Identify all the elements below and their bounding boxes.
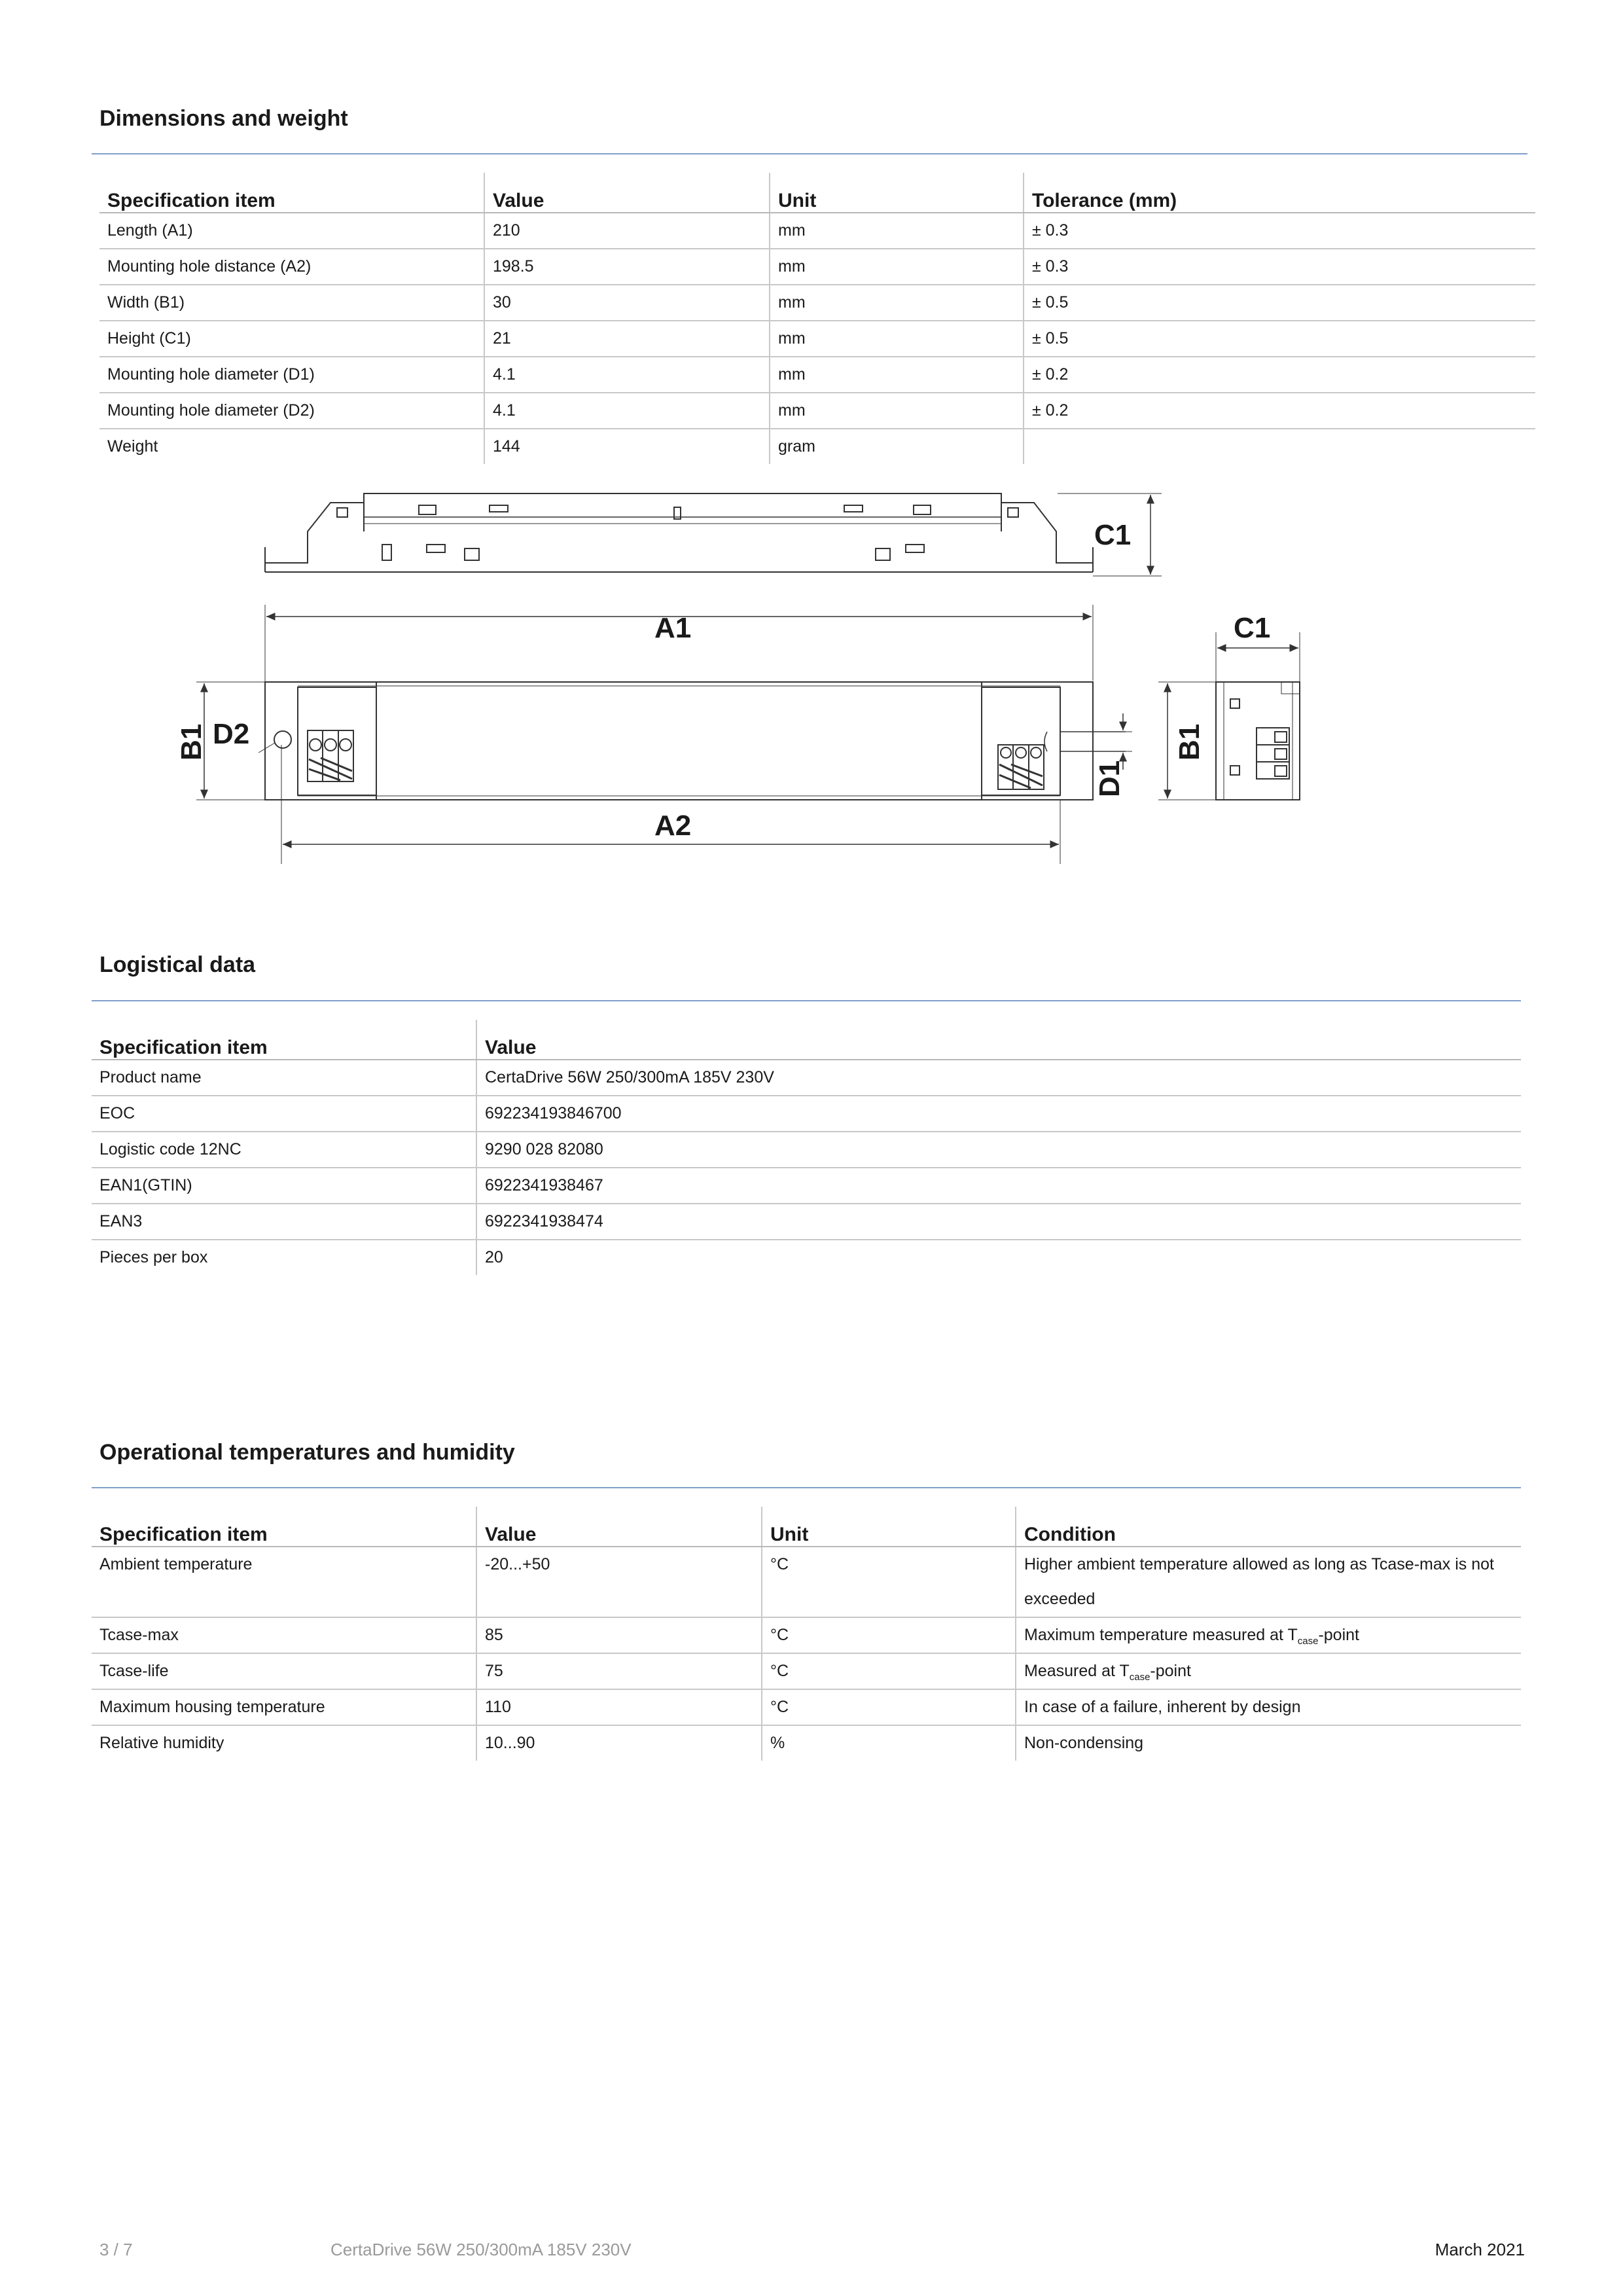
spec-unit: °C: [762, 1689, 1016, 1725]
spec-tolerance: ± 0.2: [1024, 393, 1535, 429]
spec-unit: gram: [770, 429, 1024, 464]
table-header-row: [92, 1020, 1521, 1060]
header-specification-item: Specification item: [92, 1020, 476, 1060]
table-row: [92, 1132, 1521, 1168]
condition-subscript: case: [1129, 1672, 1150, 1683]
spec-item: Tcase-max: [92, 1617, 476, 1653]
spec-value: 21: [484, 321, 770, 357]
spec-item: EOC: [92, 1096, 476, 1132]
spec-unit: mm: [770, 213, 1024, 249]
spec-unit: °C: [762, 1653, 1016, 1689]
label-d1: D1: [1094, 760, 1126, 797]
spec-value: 210: [484, 213, 770, 249]
table-row: [92, 1547, 1521, 1617]
spec-value: 20: [476, 1240, 1521, 1275]
logistical-divider: [92, 1000, 1521, 1001]
header-unit: Unit: [762, 1507, 1016, 1547]
spec-value: 85: [476, 1617, 762, 1653]
table-row: [92, 1240, 1521, 1275]
spec-unit: mm: [770, 321, 1024, 357]
spec-unit: °C: [762, 1547, 1016, 1617]
spec-item: Product name: [92, 1060, 476, 1096]
spec-item: Tcase-life: [92, 1653, 476, 1689]
spec-item: Weight: [107, 437, 158, 456]
footer-date: March 2021: [1435, 2240, 1525, 2259]
spec-unit: mm: [770, 357, 1024, 393]
spec-value: 4.1: [484, 393, 770, 429]
spec-tolerance: ± 0.5: [1024, 285, 1535, 321]
condition-suffix: -point: [1150, 1662, 1191, 1680]
spec-value: 10...90: [476, 1725, 762, 1761]
spec-item: Mounting hole distance (A2): [99, 249, 484, 285]
header-value: Value: [476, 1020, 1521, 1060]
table-header-row: [92, 1507, 1521, 1547]
operational-title: Operational temperatures and humidity: [99, 1440, 515, 1465]
spec-tolerance: ± 0.5: [1024, 321, 1535, 357]
table-row: [92, 1689, 1521, 1725]
spec-item: Mounting hole diameter (D1): [99, 357, 484, 393]
spec-item: Mounting hole diameter (D2): [99, 393, 484, 429]
spec-item: Height (C1): [99, 321, 484, 357]
header-specification-item: Specification item: [92, 1507, 476, 1547]
spec-value: 110: [476, 1689, 762, 1725]
logistical-title: Logistical data: [99, 952, 256, 977]
spec-value: 144: [484, 429, 770, 464]
table-row: [92, 1060, 1521, 1096]
label-a2: A2: [654, 810, 692, 842]
spec-value: 75: [476, 1653, 762, 1689]
footer-product-name: CertaDrive 56W 250/300mA 185V 230V: [330, 2240, 632, 2259]
spec-value: 6922341938467: [476, 1168, 1521, 1204]
spec-value: 6922341938474: [476, 1204, 1521, 1240]
spec-item: EAN3: [92, 1204, 476, 1240]
spec-condition: Non-condensing: [1016, 1725, 1521, 1761]
spec-value: -20...+50: [476, 1547, 762, 1617]
front-view: [265, 682, 1126, 864]
label-b1-front: B1: [175, 723, 207, 761]
header-value: Value: [484, 173, 770, 213]
spec-condition: [1016, 1653, 1521, 1689]
label-c1-top: C1: [1094, 519, 1132, 551]
table-row: [92, 1204, 1521, 1240]
header-condition: Condition: [1016, 1507, 1521, 1547]
spec-item: EAN1(GTIN): [92, 1168, 476, 1204]
table-row: [92, 1725, 1521, 1761]
spec-value: 692234193846700: [476, 1096, 1521, 1132]
spec-item: Ambient temperature: [92, 1547, 476, 1617]
header-tolerance: Tolerance (mm): [1024, 173, 1535, 213]
spec-item: Logistic code 12NC: [92, 1132, 476, 1168]
top-view: [265, 493, 1093, 572]
table-row: [92, 1096, 1521, 1132]
label-b1-side: B1: [1173, 723, 1205, 761]
label-d2: D2: [213, 718, 250, 750]
spec-value: 30: [484, 285, 770, 321]
spec-tolerance: ± 0.3: [1024, 213, 1535, 249]
condition-prefix: Measured at T: [1024, 1662, 1130, 1680]
logistical-table: [92, 1020, 1521, 1275]
page-number: 3 / 7: [99, 2240, 133, 2259]
operational-divider: [92, 1487, 1521, 1488]
header-value: Value: [476, 1507, 762, 1547]
header-unit: Unit: [770, 173, 1024, 213]
spec-value: CertaDrive 56W 250/300mA 185V 230V: [476, 1060, 1521, 1096]
dimension-drawing: [0, 0, 1623, 916]
header-specification-item: Specification item: [99, 173, 484, 213]
table-row: [92, 1617, 1521, 1653]
condition-prefix: Maximum temperature measured at T: [1024, 1626, 1298, 1644]
spec-tolerance: ± 0.2: [1024, 357, 1535, 393]
spec-item: Width (B1): [99, 285, 484, 321]
side-view: [1216, 682, 1300, 800]
table-row: [92, 1168, 1521, 1204]
spec-unit: mm: [770, 393, 1024, 429]
spec-value: 198.5: [484, 249, 770, 285]
dimensions-title: Dimensions and weight: [99, 106, 348, 131]
condition-suffix: -point: [1318, 1626, 1359, 1644]
condition-subscript: case: [1297, 1636, 1319, 1647]
spec-value: 9290 028 82080: [476, 1132, 1521, 1168]
spec-item: Maximum housing temperature: [92, 1689, 476, 1725]
label-a1: A1: [654, 612, 692, 644]
spec-value: 4.1: [484, 357, 770, 393]
spec-condition: Higher ambient temperature allowed as long as Tcase-max is not exceeded: [1016, 1547, 1521, 1617]
label-c1-side: C1: [1234, 612, 1271, 644]
table-row: [92, 1653, 1521, 1689]
spec-condition: [1016, 1617, 1521, 1653]
spec-unit: %: [762, 1725, 1016, 1761]
spec-unit: mm: [770, 249, 1024, 285]
spec-item: Length (A1): [99, 213, 484, 249]
spec-tolerance: ± 0.3: [1024, 249, 1535, 285]
operational-table: [92, 1507, 1521, 1761]
spec-unit: mm: [770, 285, 1024, 321]
spec-condition: In case of a failure, inherent by design: [1016, 1689, 1521, 1725]
spec-item: Pieces per box: [99, 1248, 208, 1266]
spec-item: Relative humidity: [99, 1734, 224, 1752]
spec-unit: °C: [762, 1617, 1016, 1653]
